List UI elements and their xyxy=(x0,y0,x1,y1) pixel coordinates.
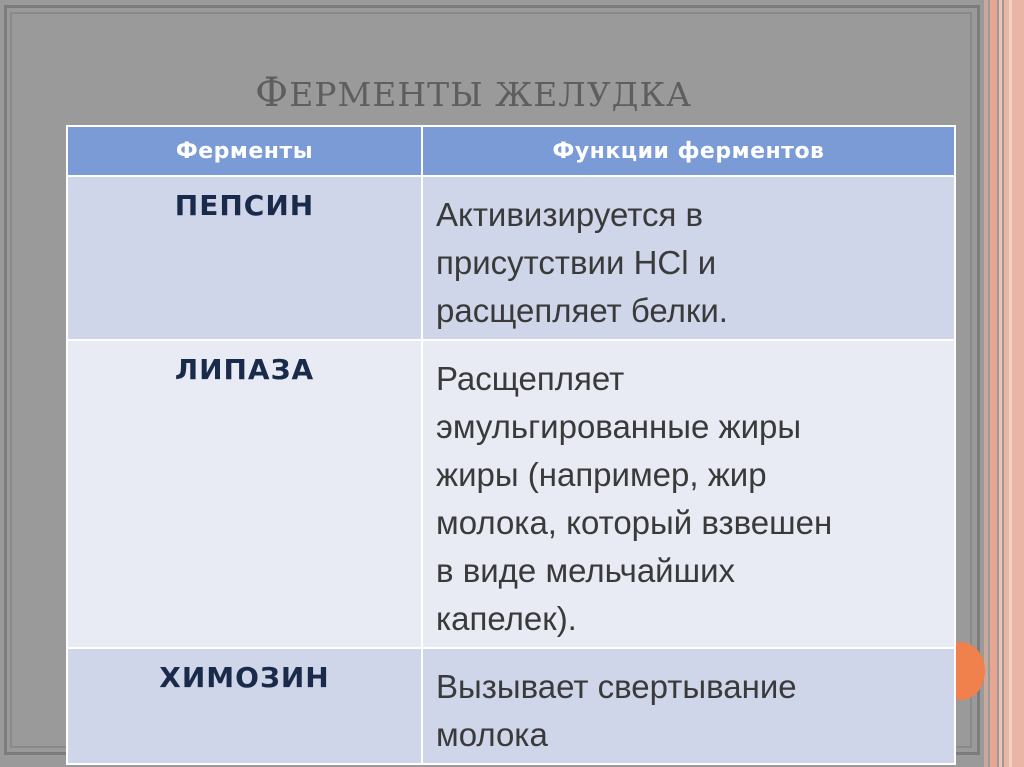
title-rest: ЕРМЕНТЫ ЖЕЛУДКА xyxy=(289,75,693,114)
table-header-row xyxy=(67,126,955,176)
table-row xyxy=(67,340,955,648)
function-line: Расщепляет xyxy=(436,360,625,397)
decor-stripe xyxy=(1004,0,1024,767)
decor-stripe xyxy=(1009,0,1012,767)
slide-title xyxy=(255,70,692,116)
enzyme-name: ЛИПАЗА xyxy=(67,340,422,648)
enzyme-function xyxy=(422,340,955,648)
enzyme-function xyxy=(422,176,955,340)
function-line: расщепляет белки. xyxy=(436,292,728,329)
function-line: капелек). xyxy=(436,600,577,637)
function-line: Вызывает свертывание xyxy=(436,668,797,705)
enzyme-function xyxy=(422,648,955,764)
function-line: Активизируется в xyxy=(436,196,704,233)
function-line: молока xyxy=(436,716,548,753)
title-first-letter: Ф xyxy=(255,70,290,116)
function-line: эмульгированные жиры xyxy=(436,408,802,445)
enzyme-name: ПЕПСИН xyxy=(67,176,422,340)
function-line: в виде мельчайших xyxy=(436,552,736,589)
table-row xyxy=(67,648,955,764)
function-line: присутствии HCl и xyxy=(436,244,717,281)
function-line: молока, который взвешен xyxy=(436,504,833,541)
decor-stripe xyxy=(984,0,988,767)
table-row xyxy=(67,176,955,340)
function-line: жиры (например, жир xyxy=(436,456,767,493)
header-functions: Функции ферментов xyxy=(422,126,955,176)
enzymes-table xyxy=(66,125,956,765)
decor-stripe xyxy=(999,0,1002,767)
decor-stripe xyxy=(990,0,997,767)
header-enzymes: Ферменты xyxy=(67,126,422,176)
enzyme-name: ХИМОЗИН xyxy=(67,648,422,764)
